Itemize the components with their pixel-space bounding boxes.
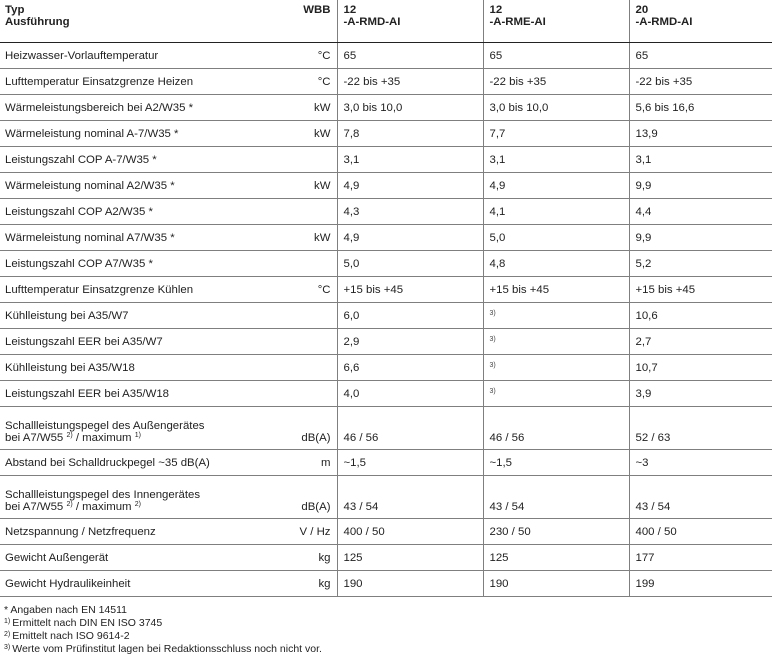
cell-value: 190	[343, 577, 363, 590]
value-cell	[337, 381, 483, 407]
row-label: Leistungszahl COP A7/W35 *	[5, 257, 153, 270]
value-cell	[337, 476, 483, 519]
value-cell	[337, 303, 483, 329]
value-cell	[483, 69, 629, 95]
table-row	[0, 407, 772, 450]
cell-value: 7,7	[489, 127, 506, 140]
table-row	[0, 225, 772, 251]
cell-value: 9,9	[635, 231, 652, 244]
cell-value: 400 / 50	[343, 525, 385, 538]
table-row	[0, 199, 772, 225]
value-cell	[483, 199, 629, 225]
cell-value: 4,8	[489, 257, 506, 270]
value-cell	[629, 43, 772, 69]
cell-value: 199	[635, 577, 655, 590]
row-label-cell	[0, 571, 337, 597]
row-unit: kW	[314, 101, 331, 114]
footnotes	[4, 604, 322, 655]
row-label: Abstand bei Schalldruckpegel ~35 dB(A)	[5, 456, 210, 469]
value-cell	[483, 173, 629, 199]
cell-value: 190	[489, 577, 509, 590]
row-label: Leistungszahl EER bei A35/W7	[5, 335, 163, 348]
value-cell	[629, 225, 772, 251]
value-cell	[629, 407, 772, 450]
cell-value: 3,0 bis 10,0	[343, 101, 403, 114]
value-cell	[483, 476, 629, 519]
table-row	[0, 277, 772, 303]
footnote-ref: 3)	[489, 361, 496, 369]
value-cell	[483, 121, 629, 147]
table-row	[0, 450, 772, 476]
value-cell	[629, 95, 772, 121]
value-cell	[337, 95, 483, 121]
cell-value: 3,1	[343, 153, 360, 166]
value-cell	[629, 450, 772, 476]
value-cell	[629, 329, 772, 355]
row-label-cell	[0, 329, 337, 355]
footnote: $^{3)}$ Werte vom Prüfinstitut lagen bei Redaktionsschluss noch nicht vor.	[4, 643, 322, 655]
row-label: Wärmeleistungsbereich bei A2/W35 *	[5, 101, 194, 114]
cell-value: 5,2	[635, 257, 652, 270]
value-cell	[483, 43, 629, 69]
value-cell	[337, 121, 483, 147]
cell-value: 4,9	[343, 179, 360, 192]
header-model-2: 12 -A-RME-AI	[483, 0, 629, 43]
value-cell	[629, 69, 772, 95]
row-unit: °C	[317, 75, 331, 88]
value-cell	[337, 329, 483, 355]
footnote: * Angaben nach EN 14511	[4, 604, 127, 616]
cell-value: 4,3	[343, 205, 360, 218]
cell-value: ~3	[635, 456, 649, 469]
cell-value: 10,7	[635, 361, 658, 374]
cell-value: 46 / 56	[489, 432, 525, 444]
value-cell	[483, 407, 629, 450]
value-cell	[337, 43, 483, 69]
cell-value: 46 / 56	[343, 432, 379, 444]
cell-value: 4,4	[635, 205, 652, 218]
cell-value: 5,0	[343, 257, 360, 270]
header-model-3: 20 -A-RMD-AI	[629, 0, 772, 43]
row-unit: °C	[317, 283, 331, 296]
table-row	[0, 476, 772, 519]
cell-value: -22 bis +35	[343, 75, 401, 88]
cell-value: 65	[635, 49, 649, 62]
cell-value: 6,0	[343, 309, 360, 322]
row-unit: kW	[314, 231, 331, 244]
footnote-ref: 3)	[489, 309, 496, 317]
cell-value: 7,8	[343, 127, 360, 140]
value-cell	[483, 147, 629, 173]
cell-value: 5,0	[489, 231, 506, 244]
row-unit: kW	[314, 179, 331, 192]
cell-value: -22 bis +35	[635, 75, 693, 88]
cell-value: 13,9	[635, 127, 658, 140]
row-label: Heizwasser-Vorlauftemperatur	[5, 49, 159, 62]
value-cell	[629, 147, 772, 173]
table-row	[0, 69, 772, 95]
row-label-cell	[0, 173, 337, 199]
table-row	[0, 43, 772, 69]
value-cell	[629, 277, 772, 303]
cell-value: 65	[343, 49, 357, 62]
row-label: Wärmeleistung nominal A2/W35 *	[5, 179, 175, 192]
table-row	[0, 251, 772, 277]
cell-value: 4,9	[343, 231, 360, 244]
header-wbb: WBB	[303, 4, 331, 16]
value-cell	[629, 121, 772, 147]
value-cell	[337, 147, 483, 173]
header-variant: Ausführung	[5, 16, 70, 28]
value-cell	[483, 329, 629, 355]
row-label-cell	[0, 519, 337, 545]
cell-value: 3,1	[635, 153, 652, 166]
value-cell	[629, 519, 772, 545]
row-label-cell	[0, 43, 337, 69]
row-label: Leistungszahl EER bei A35/W18	[5, 387, 169, 400]
value-cell	[483, 355, 629, 381]
row-unit: kg	[318, 551, 331, 564]
value-cell	[629, 303, 772, 329]
row-unit: kg	[318, 577, 331, 590]
cell-value: 9,9	[635, 179, 652, 192]
footnote-ref: 3)	[489, 335, 496, 343]
cell-value: 125	[489, 551, 509, 564]
cell-value: 4,9	[489, 179, 506, 192]
footnote-ref: 3)	[489, 387, 496, 395]
cell-value: 43 / 54	[489, 501, 525, 513]
cell-value: 52 / 63	[635, 432, 671, 444]
value-cell	[629, 381, 772, 407]
row-label-cell	[0, 407, 337, 450]
cell-value: 2,7	[635, 335, 652, 348]
value-cell	[629, 355, 772, 381]
table-row	[0, 95, 772, 121]
row-label-cell	[0, 251, 337, 277]
value-cell	[629, 571, 772, 597]
row-label: Gewicht Außengerät	[5, 551, 109, 564]
row-label: Wärmeleistung nominal A7/W35 *	[5, 231, 175, 244]
footnote: $^{1)}$ Ermittelt nach DIN EN ISO 3745	[4, 617, 163, 629]
cell-value: -22 bis +35	[489, 75, 547, 88]
header-type: Typ	[5, 4, 25, 16]
cell-value: 125	[343, 551, 363, 564]
cell-value: 4,0	[343, 387, 360, 400]
value-cell	[337, 407, 483, 450]
value-cell	[337, 173, 483, 199]
value-cell	[629, 476, 772, 519]
row-label-cell	[0, 199, 337, 225]
row-unit: V / Hz	[299, 525, 331, 538]
row-label: Lufttemperatur Einsatzgrenze Kühlen	[5, 283, 194, 296]
row-label-cell	[0, 303, 337, 329]
cell-value: 2,9	[343, 335, 360, 348]
row-label: Schallleistungspegel des Innengerätes bei A7/W55 $^{2)}$ / maximum $^{2)}$	[5, 489, 201, 513]
cell-value: 230 / 50	[489, 525, 531, 538]
row-label-cell	[0, 121, 337, 147]
row-label-cell	[0, 277, 337, 303]
table-row	[0, 329, 772, 355]
table-row	[0, 545, 772, 571]
row-label: Wärmeleistung nominal A-7/W35 *	[5, 127, 179, 140]
cell-value: +15 bis +45	[489, 283, 550, 296]
value-cell	[629, 545, 772, 571]
table-row	[0, 519, 772, 545]
value-cell	[337, 199, 483, 225]
cell-value: 4,1	[489, 205, 506, 218]
row-label-cell	[0, 450, 337, 476]
value-cell	[629, 199, 772, 225]
row-unit: kW	[314, 127, 331, 140]
value-cell	[337, 225, 483, 251]
row-label-cell	[0, 355, 337, 381]
value-cell	[337, 355, 483, 381]
row-label-cell	[0, 225, 337, 251]
cell-value: 177	[635, 551, 655, 564]
table-row	[0, 121, 772, 147]
value-cell	[337, 519, 483, 545]
table-row	[0, 173, 772, 199]
row-label: Netzspannung / Netzfrequenz	[5, 525, 156, 538]
cell-value: 43 / 54	[343, 501, 379, 513]
row-label: Gewicht Hydraulikeinheit	[5, 577, 131, 590]
row-label: Leistungszahl COP A2/W35 *	[5, 205, 153, 218]
row-label-cell	[0, 147, 337, 173]
cell-value: 3,1	[489, 153, 506, 166]
value-cell	[483, 277, 629, 303]
row-unit: dB(A)	[301, 501, 331, 513]
row-label-cell	[0, 95, 337, 121]
value-cell	[483, 225, 629, 251]
row-label: Lufttemperatur Einsatzgrenze Heizen	[5, 75, 194, 88]
row-label-cell	[0, 545, 337, 571]
footnote: $^{2)}$ Emittelt nach ISO 9614-2	[4, 630, 130, 642]
row-label: Leistungszahl COP A-7/W35 *	[5, 153, 157, 166]
table-row	[0, 355, 772, 381]
value-cell	[337, 69, 483, 95]
row-label-cell	[0, 476, 337, 519]
cell-value: 400 / 50	[635, 525, 677, 538]
row-label: Schallleistungspegel des Außengerätes bei A7/W55 $^{2)}$ / maximum $^{1)}$	[5, 420, 205, 444]
cell-value: ~1,5	[343, 456, 366, 469]
value-cell	[483, 545, 629, 571]
row-unit: m	[321, 456, 331, 469]
value-cell	[483, 571, 629, 597]
row-label: Kühlleistung bei A35/W18	[5, 361, 135, 374]
value-cell	[483, 381, 629, 407]
value-cell	[483, 251, 629, 277]
value-cell	[629, 251, 772, 277]
value-cell	[629, 173, 772, 199]
value-cell	[337, 277, 483, 303]
value-cell	[483, 519, 629, 545]
value-cell	[337, 571, 483, 597]
cell-value: 3,0 bis 10,0	[489, 101, 549, 114]
value-cell	[483, 450, 629, 476]
row-label-cell	[0, 381, 337, 407]
value-cell	[483, 95, 629, 121]
cell-value: +15 bis +45	[343, 283, 404, 296]
header-label-cell	[0, 0, 337, 43]
table-row	[0, 381, 772, 407]
value-cell	[337, 251, 483, 277]
row-unit: dB(A)	[301, 432, 331, 444]
cell-value: 3,9	[635, 387, 652, 400]
cell-value: 65	[489, 49, 503, 62]
cell-value: +15 bis +45	[635, 283, 696, 296]
value-cell	[337, 450, 483, 476]
row-label: Kühlleistung bei A35/W7	[5, 309, 129, 322]
table-row	[0, 147, 772, 173]
value-cell	[337, 545, 483, 571]
row-label-cell	[0, 69, 337, 95]
cell-value: 43 / 54	[635, 501, 671, 513]
table-row	[0, 571, 772, 597]
table-row	[0, 303, 772, 329]
cell-value: 6,6	[343, 361, 360, 374]
header-row	[0, 0, 772, 43]
cell-value: 5,6 bis 16,6	[635, 101, 695, 114]
cell-value: 10,6	[635, 309, 658, 322]
header-model-1: 12 -A-RMD-AI	[337, 0, 483, 43]
value-cell	[483, 303, 629, 329]
row-unit: °C	[317, 49, 331, 62]
cell-value: ~1,5	[489, 456, 512, 469]
